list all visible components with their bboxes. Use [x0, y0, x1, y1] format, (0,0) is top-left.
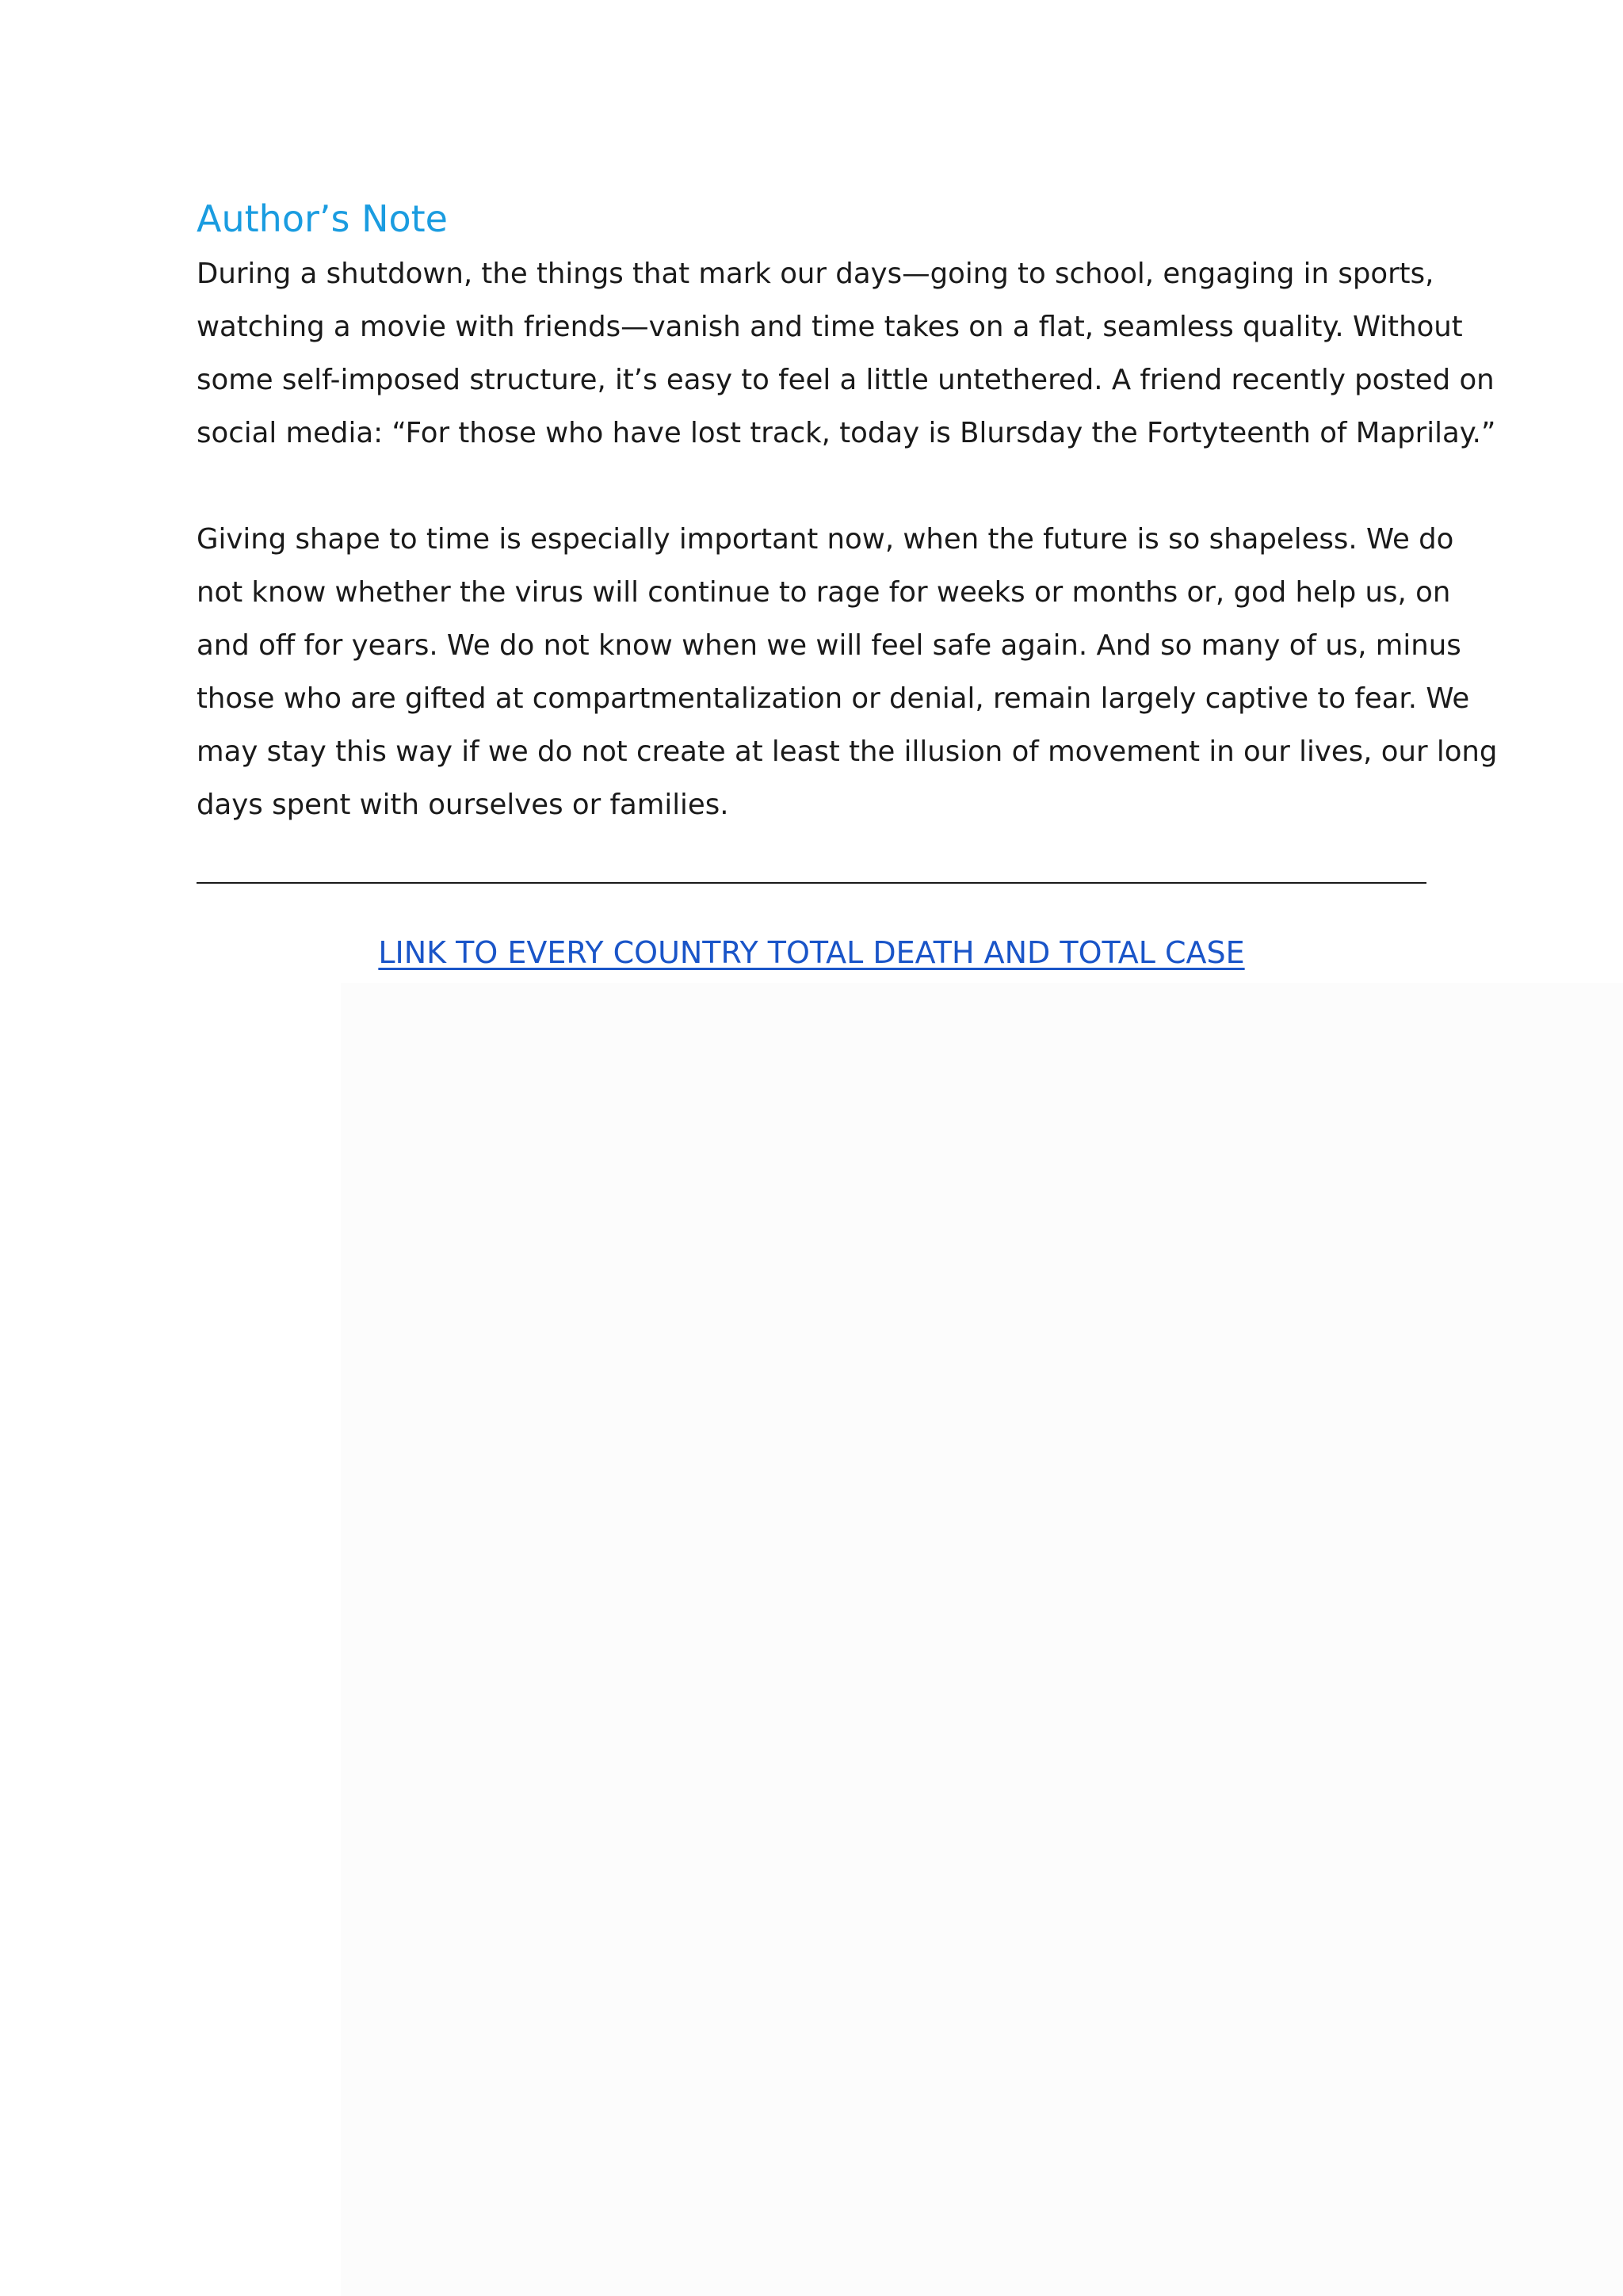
paragraph-spacer [197, 460, 1426, 513]
horizontal-divider [197, 882, 1426, 884]
paragraph-line: days spent with ourselves or families. [197, 789, 729, 821]
paragraph-line: those who are gifted at compartmentalization or denial, remain largely captive to fear. We [197, 682, 1470, 715]
paragraph-line: social media: “For those who have lost track, today is Blursday the Fortyteenth of Maprilay.” [197, 417, 1496, 449]
page-title: Author’s Note [197, 197, 448, 240]
page-background-shade [341, 983, 1623, 2296]
paragraph-line: and off for years. We do not know when we will feel safe again. And so many of us, minus [197, 629, 1461, 662]
paragraph-1 [197, 247, 1496, 460]
paragraph-line: not know whether the virus will continue to rage for weeks or months or, god help us, on [197, 576, 1451, 609]
document-body [197, 193, 1498, 831]
paragraph-line: may stay this way if we do not create at least the illusion of movement in our lives, our long [197, 735, 1498, 768]
paragraph-line: Giving shape to time is especially important now, when the future is so shapeless. We do [197, 523, 1454, 556]
paragraph-line: During a shutdown, the things that mark our days—going to school, engaging in sports, [197, 258, 1434, 290]
paragraph-line: watching a movie with friends—vanish and time takes on a flat, seamless quality. Without [197, 311, 1463, 343]
paragraph-2 [197, 513, 1498, 831]
paragraph-line: some self-imposed structure, it’s easy to feel a little untethered. A friend recently posted on [197, 364, 1495, 396]
link-container [197, 927, 1426, 978]
country-totals-link[interactable]: LINK TO EVERY COUNTRY TOTAL DEATH AND TOTAL CASE [378, 935, 1245, 970]
